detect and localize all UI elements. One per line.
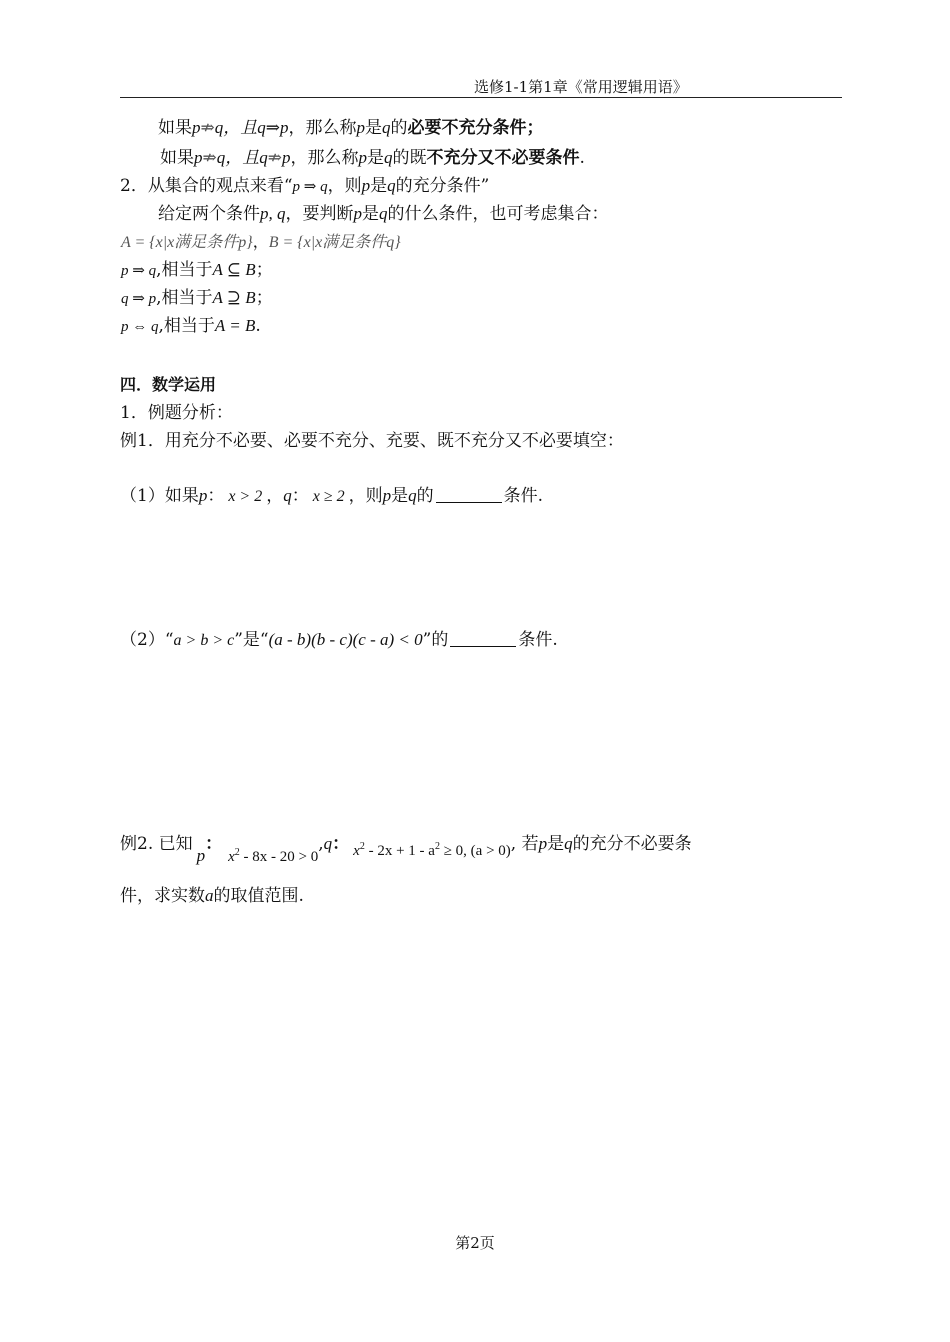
not-implies-symbol: ⇏ bbox=[200, 118, 215, 138]
section-heading: 四．数学运用 bbox=[120, 375, 217, 394]
math-q: q bbox=[379, 204, 388, 223]
text: 件，求实数 bbox=[120, 886, 205, 906]
math-q-implies-p: q⇒p bbox=[257, 118, 289, 137]
text: ，那么称 bbox=[288, 118, 357, 138]
text: 的什么条件，也可考虑集合： bbox=[387, 204, 609, 224]
text: ，则 bbox=[327, 176, 362, 196]
math-subset: A ⊆ B bbox=[212, 260, 256, 279]
math-p: p bbox=[282, 148, 291, 167]
math-a: a bbox=[205, 886, 214, 905]
text: ， bbox=[266, 486, 284, 506]
text: , 若 bbox=[510, 834, 539, 854]
text: 的充分不必要条 bbox=[572, 834, 692, 854]
math-p: p bbox=[361, 176, 371, 195]
text: ”是“ bbox=[234, 630, 269, 650]
text: ,相当于 bbox=[156, 288, 213, 308]
math-x-ge-2: x ≥ 2 bbox=[312, 488, 345, 505]
text: 例2. 已知 bbox=[120, 834, 193, 854]
text: 是 bbox=[365, 118, 382, 138]
text: 是 bbox=[367, 148, 384, 168]
math-exponent: 2 bbox=[359, 841, 365, 852]
text: 如果 bbox=[158, 118, 192, 138]
math-p: p bbox=[192, 118, 201, 137]
text-line-given-conditions bbox=[158, 203, 609, 225]
text: 的既 bbox=[392, 148, 427, 168]
text: （2）“ bbox=[120, 630, 174, 650]
not-implies-symbol: ⇏ bbox=[202, 148, 217, 168]
text: 的 bbox=[416, 486, 434, 506]
math-p: p bbox=[356, 118, 365, 137]
math-exponent: 2 bbox=[234, 847, 240, 858]
text: ： bbox=[207, 486, 225, 506]
text: 条件. bbox=[503, 486, 544, 506]
math-superset: A ⊇ B bbox=[212, 288, 256, 307]
answer-blank[interactable] bbox=[436, 486, 502, 503]
text: ，则 bbox=[348, 486, 383, 506]
text-line-set-view bbox=[120, 175, 489, 198]
math-q: q bbox=[259, 148, 268, 167]
math-var: x bbox=[228, 849, 235, 865]
text: q，且 bbox=[216, 148, 260, 167]
math-q: q bbox=[387, 176, 396, 195]
header-rule bbox=[120, 97, 842, 98]
text: ； bbox=[255, 288, 273, 308]
text: 如果 bbox=[160, 148, 194, 168]
text: （1）如果 bbox=[120, 486, 199, 506]
math-var: x bbox=[353, 843, 360, 859]
math-p: p bbox=[353, 204, 362, 223]
example-1-question-2 bbox=[120, 629, 558, 652]
text: 是 bbox=[391, 486, 409, 506]
text: ”的 bbox=[422, 630, 449, 650]
math-q: q bbox=[382, 118, 391, 137]
text: ，要判断 bbox=[285, 204, 354, 224]
set-definitions bbox=[121, 231, 401, 254]
math-q: q bbox=[408, 486, 417, 505]
math-set-b: B = {x|x满足条件q} bbox=[268, 234, 401, 251]
math-p: p bbox=[358, 148, 367, 167]
text: 的 bbox=[390, 118, 408, 138]
math-expr: - 8x - 20 > 0 bbox=[239, 849, 319, 865]
text: ， bbox=[252, 232, 269, 251]
text-line-necessary-condition bbox=[158, 117, 544, 139]
math-q-implies-p: q ⇒ p bbox=[121, 291, 157, 307]
bold-term: 必要不充分条件； bbox=[407, 118, 544, 138]
math-p: p bbox=[194, 148, 203, 167]
math-expr: - 2x + 1 - a bbox=[364, 843, 435, 859]
math-abc-order: a > b > c bbox=[173, 632, 235, 649]
example-1-prompt: 例1．用充分不必要、必要不充分、充要、既不充分又不必要填空： bbox=[120, 431, 624, 451]
not-implies-symbol: ⇏ bbox=[267, 148, 282, 168]
math-expr: ≥ 0, (a > 0) bbox=[439, 843, 511, 859]
bold-term: 不充分又不必要条件 bbox=[426, 148, 580, 168]
math-set-a: A = {x|x满足条件p} bbox=[121, 234, 253, 251]
page-header: 选修1-1第1章《常用逻辑用语》 bbox=[474, 78, 688, 96]
math-q: q bbox=[384, 148, 393, 167]
math-p-iff-q: p ⇔ q bbox=[121, 319, 159, 335]
math-p: p bbox=[198, 486, 208, 505]
text: ,相当于 bbox=[156, 260, 213, 280]
math-q: q bbox=[564, 834, 573, 853]
example-2-line-1 bbox=[120, 830, 692, 865]
example-2-line-2 bbox=[120, 885, 304, 907]
set-relation-equal bbox=[121, 315, 261, 338]
math-q: q bbox=[283, 486, 292, 505]
subsection-heading: 1．例题分析： bbox=[120, 403, 233, 423]
math-p: p bbox=[196, 846, 206, 865]
answer-blank[interactable] bbox=[450, 630, 516, 647]
text: 的取值范围. bbox=[213, 886, 304, 906]
text-line-neither-condition bbox=[160, 147, 585, 169]
set-relation-subset bbox=[121, 259, 273, 282]
text: . bbox=[579, 148, 585, 168]
math-x-gt-2: x > 2 bbox=[228, 488, 263, 505]
text: 给定两个条件 bbox=[158, 204, 260, 224]
text: 的充分条件” bbox=[395, 176, 490, 196]
text: 是 bbox=[370, 176, 388, 196]
example-1-question-1 bbox=[120, 485, 543, 508]
math-p: p bbox=[538, 834, 548, 853]
text: ： bbox=[205, 834, 223, 854]
math-exponent: 2 bbox=[434, 841, 440, 852]
text: 是 bbox=[547, 834, 565, 854]
text: . bbox=[255, 316, 261, 336]
math-q: q bbox=[323, 834, 333, 853]
text: 是 bbox=[362, 204, 379, 224]
math-p: p bbox=[382, 486, 392, 505]
math-equal: A = B bbox=[214, 316, 256, 335]
text: , bbox=[318, 834, 324, 854]
text: 条件. bbox=[518, 630, 558, 650]
text: 2．从集合的观点来看“ bbox=[120, 176, 293, 196]
text: q，且 bbox=[214, 118, 258, 137]
math-p-implies-q: p ⇒ q bbox=[292, 179, 328, 195]
math-p-implies-q: p ⇒ q bbox=[121, 263, 157, 279]
text: ： bbox=[291, 486, 309, 506]
math-p-q: p, q bbox=[260, 204, 286, 223]
text: ，那么称 bbox=[290, 148, 359, 168]
text: ： bbox=[332, 834, 350, 854]
text: ,相当于 bbox=[158, 316, 215, 336]
text: ； bbox=[255, 260, 273, 280]
page-number: 第2页 bbox=[455, 1234, 495, 1252]
set-relation-superset bbox=[121, 287, 273, 310]
math-product-inequality: (a - b)(b - c)(c - a) < 0 bbox=[268, 630, 423, 649]
